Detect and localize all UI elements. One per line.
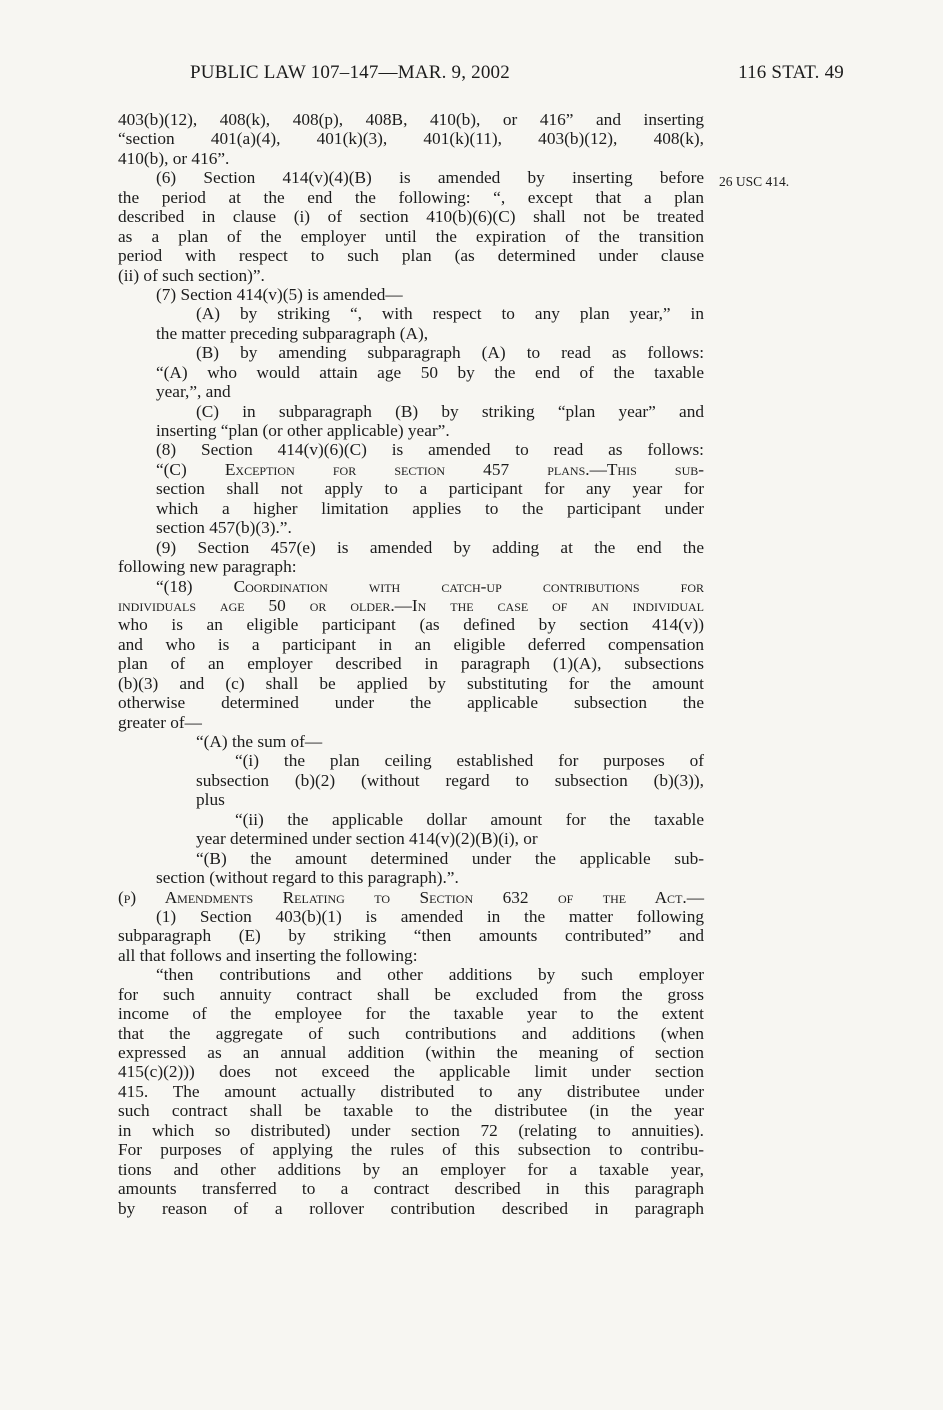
text-line: “(C) Exception for section 457 plans.—This sub-: [156, 459, 704, 479]
text-line: (p) Amendments Relating to Section 632 of the Act.—: [118, 887, 704, 907]
running-head: PUBLIC LAW 107–147—MAR. 9, 2002: [190, 62, 510, 83]
text-line: that the aggregate of such contributions and additions (when: [118, 1023, 704, 1043]
text-line: all that follows and inserting the following:: [118, 945, 418, 965]
text-line: otherwise determined under the applicable subsection the: [118, 693, 704, 713]
text-line: “section 401(a)(4), 401(k)(3), 401(k)(11), 403(b)(12), 408(k),: [118, 129, 704, 149]
page-header: [118, 62, 844, 88]
text-line: year determined under section 414(v)(2)(B)(i), or: [196, 829, 538, 849]
text-line: “(18) Coordination with catch-up contributions for: [156, 576, 704, 596]
text-line: described in clause (i) of section 410(b)(6)(C) shall not be treated: [118, 207, 704, 227]
text-line: income of the employee for the taxable year to the extent: [118, 1004, 704, 1024]
text-line: section 457(b)(3).”.: [156, 518, 292, 538]
text-line: the matter preceding subparagraph (A),: [156, 323, 429, 343]
text-line: in which so distributed) under section 72 (relating to annuities).: [118, 1120, 704, 1140]
text-line: amounts transferred to a contract described in this paragraph: [118, 1179, 704, 1199]
text-line: (C) in subparagraph (B) by striking “plan year” and: [196, 401, 704, 421]
text-line: “then contributions and other additions by such employer: [156, 965, 704, 985]
page-stat-number: 116 STAT. 49: [738, 62, 844, 83]
text-line: (1) Section 403(b)(1) is amended in the matter following: [156, 906, 704, 926]
text-line: 415. The amount actually distributed to any distributee under: [118, 1081, 704, 1101]
text-line: year,”, and: [156, 382, 231, 402]
text-line: (A) by striking “, with respect to any plan year,” in: [196, 304, 704, 324]
text-line: 403(b)(12), 408(k), 408(p), 408B, 410(b), or 416” and inserting: [118, 110, 704, 129]
text-line: For purposes of applying the rules of this subsection to contribu-: [118, 1140, 704, 1160]
text-line: (B) by amending subparagraph (A) to read as follows:: [196, 343, 704, 363]
text-line: inserting “plan (or other applicable) year”.: [156, 421, 450, 440]
text-line: who is an eligible participant (as defined by section 414(v)): [118, 615, 704, 635]
text-line: “(B) the amount determined under the applicable sub-: [196, 848, 704, 868]
text-line: the period at the end the following: “, except that a plan: [118, 187, 704, 207]
text-line: and who is a participant in an eligible deferred compensation: [118, 634, 704, 654]
text-line: plan of an employer described in paragraph (1)(A), subsections: [118, 654, 704, 674]
text-line: “(i) the plan ceiling established for purposes of: [235, 751, 704, 771]
text-line: which a higher limitation applies to the participant under: [156, 498, 704, 518]
text-line: following new paragraph:: [118, 557, 297, 577]
text-line: individuals age 50 or older.—In the case of an individual: [118, 595, 704, 615]
text-line: (6) Section 414(v)(4)(B) is amended by inserting before: [156, 168, 704, 188]
text-line: as a plan of the employer until the expiration of the transition: [118, 226, 704, 246]
text-line: “(A) who would attain age 50 by the end of the taxable: [156, 362, 704, 382]
text-line: such contract shall be taxable to the distributee (in the year: [118, 1101, 704, 1121]
text-line: by reason of a rollover contribution described in paragraph: [118, 1198, 704, 1218]
text-line: plus: [196, 790, 225, 810]
text-line: section shall not apply to a participant for any year for: [156, 479, 704, 499]
text-line: 410(b), or 416”.: [118, 148, 230, 168]
text-line: for such annuity contract shall be excluded from the gross: [118, 984, 704, 1004]
text-line: “(A) the sum of—: [196, 732, 323, 751]
text-line: “(ii) the applicable dollar amount for the taxable: [235, 809, 704, 829]
text-line: (8) Section 414(v)(6)(C) is amended to read as follows:: [156, 440, 704, 460]
text-line: (9) Section 457(e) is amended by adding at the end the: [156, 537, 704, 557]
document-body: [118, 110, 704, 1218]
text-line: subsection (b)(2) (without regard to subsection (b)(3)),: [196, 770, 704, 790]
text-line: subparagraph (E) by striking “then amounts contributed” and: [118, 926, 704, 946]
text-line: expressed as an annual addition (within the meaning of section: [118, 1043, 704, 1062]
text-line: (ii) of such section)”.: [118, 265, 265, 285]
text-line: period with respect to such plan (as determined under clause: [118, 246, 704, 266]
text-line: (b)(3) and (c) shall be applied by substituting for the amount: [118, 673, 704, 693]
text-line: 415(c)(2))) does not exceed the applicable limit under section: [118, 1062, 704, 1082]
text-line: greater of—: [118, 712, 202, 732]
text-line: section (without regard to this paragraph).”.: [156, 868, 459, 888]
text-line: (7) Section 414(v)(5) is amended—: [156, 284, 403, 304]
text-line: tions and other additions by an employer for a taxable year,: [118, 1159, 704, 1179]
margin-citation: 26 USC 414.: [719, 174, 790, 189]
